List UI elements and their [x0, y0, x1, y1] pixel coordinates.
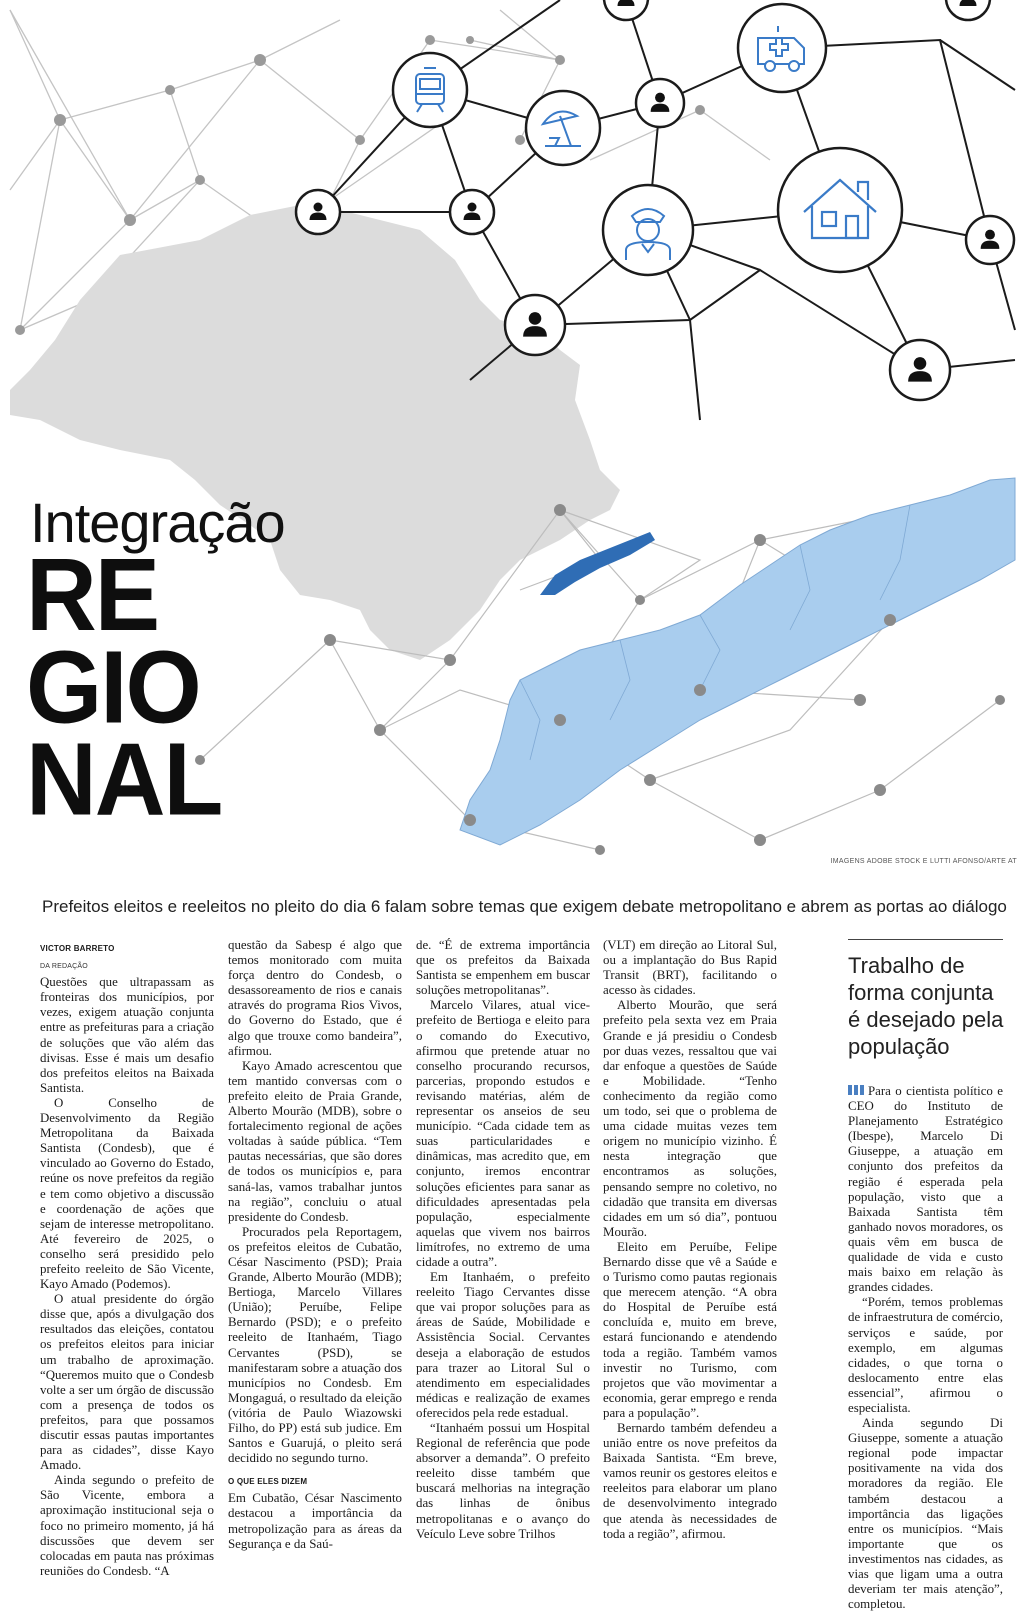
sidebar-body — [848, 1084, 1003, 1612]
image-credit: IMAGENS ADOBE STOCK E LUTTI AFONSO/ARTE AT — [830, 858, 1017, 865]
highlight-region — [540, 532, 655, 595]
paragraph: O atual presidente do órgão disse que, após a divulgação dos resultados das eleições, contatou os prefeitos eleitos para iniciar um trabalho de aproximação. “Queremos muito que o Condesb volte a ser um órgão de discussão com a presença de todos os prefeitos, para que possamos discutir essas pautas importantes para as cidades”, disse Kayo Amado. — [40, 1292, 214, 1473]
ambulance-icon — [738, 4, 826, 92]
paragraph: questão da Sabesp é algo que temos monitorado com muita força dentro do Condesb, o desassoreamento de rios e canais através do programa Rios Vivos, do Governo do Estado, que é algo que trouxe como bandeira”, afirmou. — [228, 938, 402, 1058]
headline-line1: Integração — [30, 491, 285, 554]
paragraph: Bernardo também defendeu a união entre os nove prefeitos da Baixada Santista. “Em breve, vamos reunir os gestores eleitos e reeleitos para elaborar um plano de desenvolvimento integrado que atenda às necessidades de toda a região”, afirmou. — [603, 1421, 777, 1541]
paragraph: de. “É de extrema importância que os prefeitos da Baixada Santista se empenhem em buscar soluções metropolitanas”. — [416, 938, 590, 998]
paragraph: Em Cubatão, César Nascimento destacou a importância da metropolização para as áreas da Segurança e da Saú- — [228, 1491, 402, 1551]
article-column-1 — [40, 938, 214, 1579]
paragraph: O Conselho de Desenvolvimento da Região Metropolitana da Baixada Santista (Condesb), que é vinculado ao Governo do Estado, reúne os nove prefeitos da região e tem como objetivo a discussão e coordenação de ações que sejam de interesse metropolitano. Até fevereiro de 2025, o conselho será presidido pelo prefeito reeleito de São Vicente, Kayo Amado (Podemos). — [40, 1095, 214, 1292]
section-bullet-icon — [848, 1085, 864, 1095]
paragraph: (VLT) em direção ao Litoral Sul, ou a implantação do Bus Rapid Transit (BRT), facilitando o acesso às cidades. — [603, 938, 777, 998]
article-column-2 — [228, 938, 402, 1552]
sidebar-divider — [848, 939, 1003, 940]
police-officer-icon — [603, 185, 693, 275]
headline-bold-line: RE — [26, 536, 159, 652]
paragraph: Marcelo Vilares, atual vice-prefeito de Bertioga e eleito para o comando do Executivo, afirmou que pretende atuar no conselho procurando recursos, parcerias, propondo estudos e revisando matérias, além de representar os anseios de seu município. “Cada cidade tem as suas particularidades e dinâmicas, mas acredito que, em conjunto, iremos encontrar soluções eficientes para sanar as dificuldades apresentadas pela população, especialmente aquelas que vivem nos bairros limítrofes, no extremo de uma cidade a outra”. — [416, 998, 590, 1269]
sidebar-paragraph — [848, 1084, 1003, 1295]
sidebar-paragraph-text: Para o cientista político e CEO do Instituto de Planejamento Estratégico (Ibespe), Marcelo Di Giuseppe, a atuação em conjunto dos prefeitos da região é esperada pela população, visto que a Baixada Santista têm ganhado novos moradores, os quais vêm em busca de qualidade de vida e custo mais baixo em relação às grandes cidades. — [848, 1084, 1003, 1295]
subheadline: Prefeitos eleitos e reeleitos no pleito do dia 6 falam sobre temas que exigem debate metropolitano e abrem as portas ao diálogo — [42, 897, 1007, 916]
sidebar-paragraph: “Porém, temos problemas de infraestrutura de comércio, serviços e saúde, por exemplo, em algumas cidades, o que torna o deslocamento entre elas essencial”, afirmou o especialista. — [848, 1295, 1003, 1415]
paragraph: Procurados pela Reportagem, os prefeitos eleitos de Cubatão, César Nascimento (PSD); Praia Grande, Alberto Mourão (MDB); Bertioga, Marcelo Villares (União); Peruíbe, Felipe Bernardo (PSD); e o prefeito reeleito de Itanhaém, Tiago Cervantes (PSD), se manifestaram sobre a atuação dos municípios no Condesb. Em Mongaguá, o resultado da eleição (vitória de Paulo Wiazowski Filho, do PP) está sub judice. Em Santos e Guarujá, o pleito será decidido no segundo turno. — [228, 1224, 402, 1466]
paragraph: Alberto Mourão, que será prefeito pela sexta vez em Praia Grande e já presidiu o Condesb por duas vezes, ressaltou que vai dar enfoque a questões de Saúde e Mobilidade. “Tenho conhecimento da região como um todo, sei que o problema de uma cidade muitas vezes tem origem no município vizinho. É nesta integração que encontramos as soluções, pensando sempre no coletivo, no cidadão que transita em diversas cidades em um só dia”, pontuou Mourão. — [603, 998, 777, 1239]
sidebar-title: Trabalho de forma conjunta é desejado pela população — [848, 953, 1004, 1059]
headline-bold-line: GIO — [26, 628, 200, 745]
headline-bold — [26, 536, 222, 837]
byline-author: VICTOR BARRETO — [40, 944, 115, 953]
house-icon — [778, 148, 902, 272]
beach-umbrella-icon — [526, 91, 600, 165]
section-label: O QUE ELES DIZEM — [228, 1477, 308, 1487]
paragraph: Em Itanhaém, o prefeito reeleito Tiago Cervantes disse que vai propor soluções para as áreas de Saúde, Mobilidade e Assistência Social. Cervantes deseja a elaboração de estudos para trazer ao Litoral Sul o atendimento em especialidades médicas e realização de exames oferecidos pela rede estadual. — [416, 1270, 590, 1420]
train-icon — [393, 53, 467, 127]
article-column-4 — [603, 938, 777, 1542]
paragraph: Kayo Amado acrescentou que tem mantido conversas com o prefeito eleito de Praia Grande, Alberto Mourão (MDB), sobre o fortalecimento regional de ações voltadas à saúde pública. “Tem pautas necessárias, que são dores de todos os municípios e, para saná-las, vamos trabalhar juntos na região”, concluiu o atual presidente do Condesb. — [228, 1058, 402, 1224]
headline-bold-line: NAL — [26, 721, 222, 837]
paragraph: Questões que ultrapassam as fronteiras dos municípios, por vezes, exigem atuação conjunta entre as prefeituras para a criação de soluções que vão além das divisas. Esse é mais um desafio dos prefeitos eleitos na Baixada Santista. — [40, 975, 214, 1095]
paragraph: “Itanhaém possui um Hospital Regional de referência que pode absorver a demanda”. O prefeito reeleito disse também que buscará melhorias na integração das linhas de ônibus metropolitanas e o avanço do Veículo Leve sobre Trilhos — [416, 1421, 590, 1541]
sidebar-paragraph: Ainda segundo Di Giuseppe, somente a atuação regional pode impactar positivamente na vida dos moradores da região. Ele também destacou a importância das ligações entre os municípios. “Mais importante que os investimentos nas cidades, as vias que ligam uma a outra deveriam ter mais atenção”, completou. — [848, 1416, 1003, 1612]
paragraph: Eleito em Peruíbe, Felipe Bernardo disse que vê a Saúde e o Turismo como pautas regionais que merecem atenção. “A obra do Hospital de Peruíbe está concluída e, muito em breve, estará funcionando e atendendo toda a região. Também vamos investir no Turismo, com projetos que vão movimentar a economia, gerar emprego e renda para a população”. — [603, 1239, 777, 1420]
article-column-3 — [416, 938, 590, 1542]
paragraph: Ainda segundo o prefeito de São Vicente, embora a aproximação institucional seja o foco no primeiro momento, já há discussões que devem ser colocadas em pauta nas próximas reuniões do Condesb. “A — [40, 1473, 214, 1578]
byline-desk: DA REDAÇÃO — [40, 963, 88, 971]
